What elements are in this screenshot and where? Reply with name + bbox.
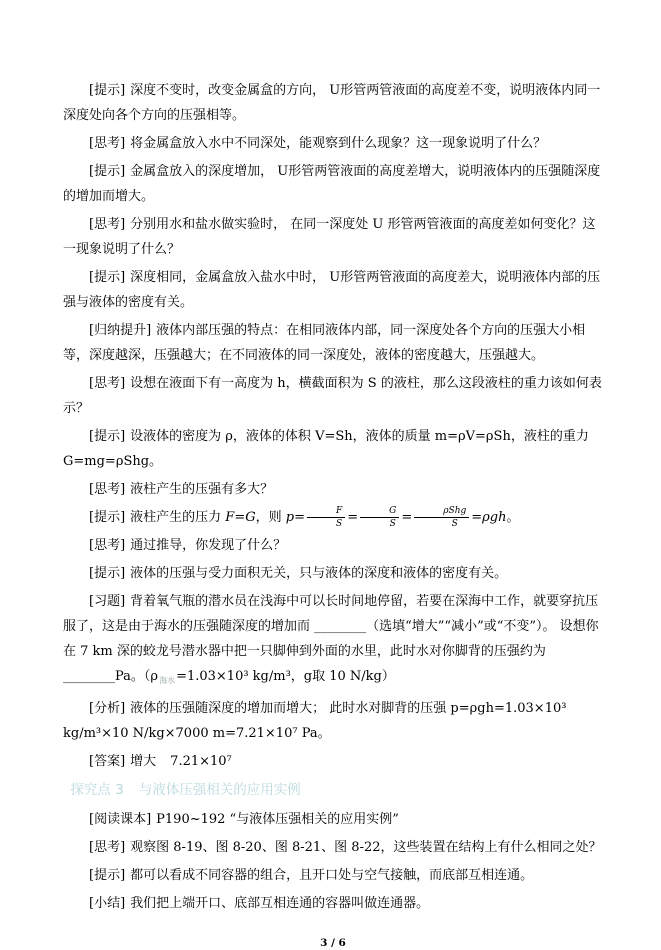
section-heading-exploration-point-3 [63, 778, 603, 803]
paragraph-text: 将金属盒放入水中不同深处，能观察到什么现象？这一现象说明了什么？ [130, 136, 547, 151]
paragraph-text: 我们把上端开口、底部互相连通的容器叫做连通器。 [130, 896, 430, 911]
think-paragraph-1 [63, 131, 603, 156]
fraction-numerator: ρShg [414, 505, 469, 518]
paragraph-tag: [提示] [89, 566, 126, 581]
fraction-numerator: F [307, 505, 345, 518]
paragraph-tag: [提示] [89, 868, 126, 883]
paragraph-tag: [分析] [89, 701, 126, 716]
page-number: 3 / 6 [320, 937, 346, 949]
paragraph-text: 背着氧气瓶的潜水员在浅海中可以长时间地停留，若要在深海中工作，就要穿抗压服了，这是由于海水的压强随深度的增加而 [63, 594, 599, 634]
paragraph-text: 液体内部压强的特点：在相同液体内部，同一深度处各个方向的压强大小相等，深度越深，压强越大；在不同液体的同一深度处，液体的密度越大，压强越大。 [63, 323, 586, 363]
paragraph-tag: [答案] [89, 754, 126, 769]
paragraph-text: 深度相同，金属盒放入盐水中时， U形管两管液面的高度差大，说明液体内部的压强与液体的密度有关。 [63, 270, 601, 310]
fraction-denominator: S [336, 519, 343, 529]
section-heading-title: 与液体压强相关的应用实例 [138, 782, 301, 798]
fill-in-blank: ________ [314, 619, 367, 634]
think-paragraph-4 [63, 477, 603, 502]
paragraph-text: 液体的压强随深度的增加而增大； 此时水对脚背的压强 p=ρgh=1.03×10³ kg/m³×10 N/kg×7000 m=7.21×10⁷ Pa。 [63, 701, 567, 741]
hint-paragraph-1 [63, 78, 603, 128]
paragraph-text: 都可以看成不同容器的组合，且开口处与空气接触，而底部互相连通。 [130, 868, 534, 883]
summary-paragraph [63, 318, 603, 368]
answer-paragraph [63, 749, 603, 774]
paragraph-text: 设液体的密度为 ρ，液体的体积 V=Sh，液体的质量 m=ρV=ρSh，液柱的重力 G=mg=ρShg。 [63, 429, 589, 469]
paragraph-tag: [归纳提升] [89, 323, 152, 338]
paragraph-text: 液柱产生的压强有多大？ [130, 482, 274, 497]
hint-paragraph-4 [63, 424, 603, 474]
hint-paragraph-7 [63, 863, 603, 888]
paragraph-tag: [思考] [89, 136, 126, 151]
paragraph-text: 。 [506, 510, 520, 525]
paragraph-text: 深度不变时，改变金属盒的方向， U形管两管液面的高度差不变，说明液体内同一深度处向各个方向的压强相等。 [63, 83, 601, 123]
paragraph-tag: [提示] [89, 270, 126, 285]
formula-p-equals: p= [285, 510, 305, 525]
fraction [307, 505, 345, 530]
hint-paragraph-2 [63, 159, 603, 209]
fraction-denominator: S [389, 519, 396, 529]
think-paragraph-6 [63, 835, 603, 860]
formula-expression: F=G [225, 510, 256, 525]
paragraph-tag: [思考] [89, 840, 126, 855]
fraction [414, 505, 469, 530]
paragraph-text: （选填“增大”“减小”或“不变”）。 设想你在 7 km 深的蛟龙号潜水器中把一只脚伸到外面的水里，此时水对你脚背的压强约为 [63, 619, 599, 659]
answer-value: 7.21×10⁷ [170, 754, 232, 769]
fraction [360, 505, 399, 530]
paragraph-tag: [思考] [89, 376, 126, 391]
paragraph-text: 金属盒放入的深度增加， U形管两管液面的高度差增大，说明液体内的压强随深度的增加而增大。 [63, 164, 601, 204]
formula-result: ρgh [482, 510, 507, 525]
hint-paragraph-6 [63, 561, 603, 586]
paragraph-tag: [阅读课本] [89, 812, 152, 827]
seawater-subscript: 海水 [159, 676, 176, 685]
section-heading-label: 探究点 3 [70, 782, 124, 798]
paragraph-text: 液柱产生的压力 [130, 510, 226, 525]
equals-sign: = [347, 510, 359, 525]
answer-word: 增大 [130, 754, 157, 769]
paragraph-tag: [提示] [89, 164, 126, 179]
paragraph-text: =1.03×10³ kg/m³，g取 10 N/kg） [176, 669, 395, 684]
think-paragraph-2 [63, 212, 603, 262]
paragraph-tag: [提示] [89, 510, 126, 525]
fill-in-blank: ________ [63, 669, 115, 684]
analysis-paragraph [63, 696, 603, 746]
fraction-numerator: G [360, 505, 399, 518]
paragraph-text: Pa。（ρ [115, 669, 159, 684]
think-paragraph-3 [63, 371, 603, 421]
paragraph-tag: [思考] [89, 538, 126, 553]
paragraph-tag: [思考] [89, 482, 126, 497]
paragraph-text: 观察图 8-19、图 8-20、图 8-21、图 8-22，这些装置在结构上有什么相同之处？ [130, 840, 602, 855]
exercise-paragraph [63, 589, 603, 693]
paragraph-text: 分别用水和盐水做实验时， 在同一深度处 U 形管两管液面的高度差如何变化？这一现象说明了什么？ [63, 217, 596, 257]
paragraph-text: P190~192 “与液体压强相关的应用实例” [156, 812, 399, 827]
paragraph-text: ，则 [255, 510, 286, 525]
paragraph-tag: [习题] [89, 594, 126, 609]
paragraph-tag: [提示] [89, 429, 126, 444]
paragraph-tag: [小结] [89, 896, 126, 911]
paragraph-tag: [思考] [89, 217, 126, 232]
think-paragraph-5 [63, 533, 603, 558]
paragraph-text: 通过推导，你发现了什么？ [130, 538, 287, 553]
hint-formula-paragraph [63, 505, 603, 530]
paragraph-text: 设想在液面下有一高度为 h，横截面积为 S 的液柱，那么这段液柱的重力该如何表示？ [63, 376, 602, 416]
read-textbook-paragraph [63, 807, 603, 832]
equals-sign: = [401, 510, 413, 525]
equals-sign: = [471, 510, 483, 525]
conclusion-paragraph [63, 891, 603, 916]
paragraph-tag: [提示] [89, 83, 126, 98]
hint-paragraph-3 [63, 265, 603, 315]
fraction-denominator: S [451, 519, 458, 529]
paragraph-text: 液体的压强与受力面积无关，只与液体的深度和液体的密度有关。 [130, 566, 508, 581]
